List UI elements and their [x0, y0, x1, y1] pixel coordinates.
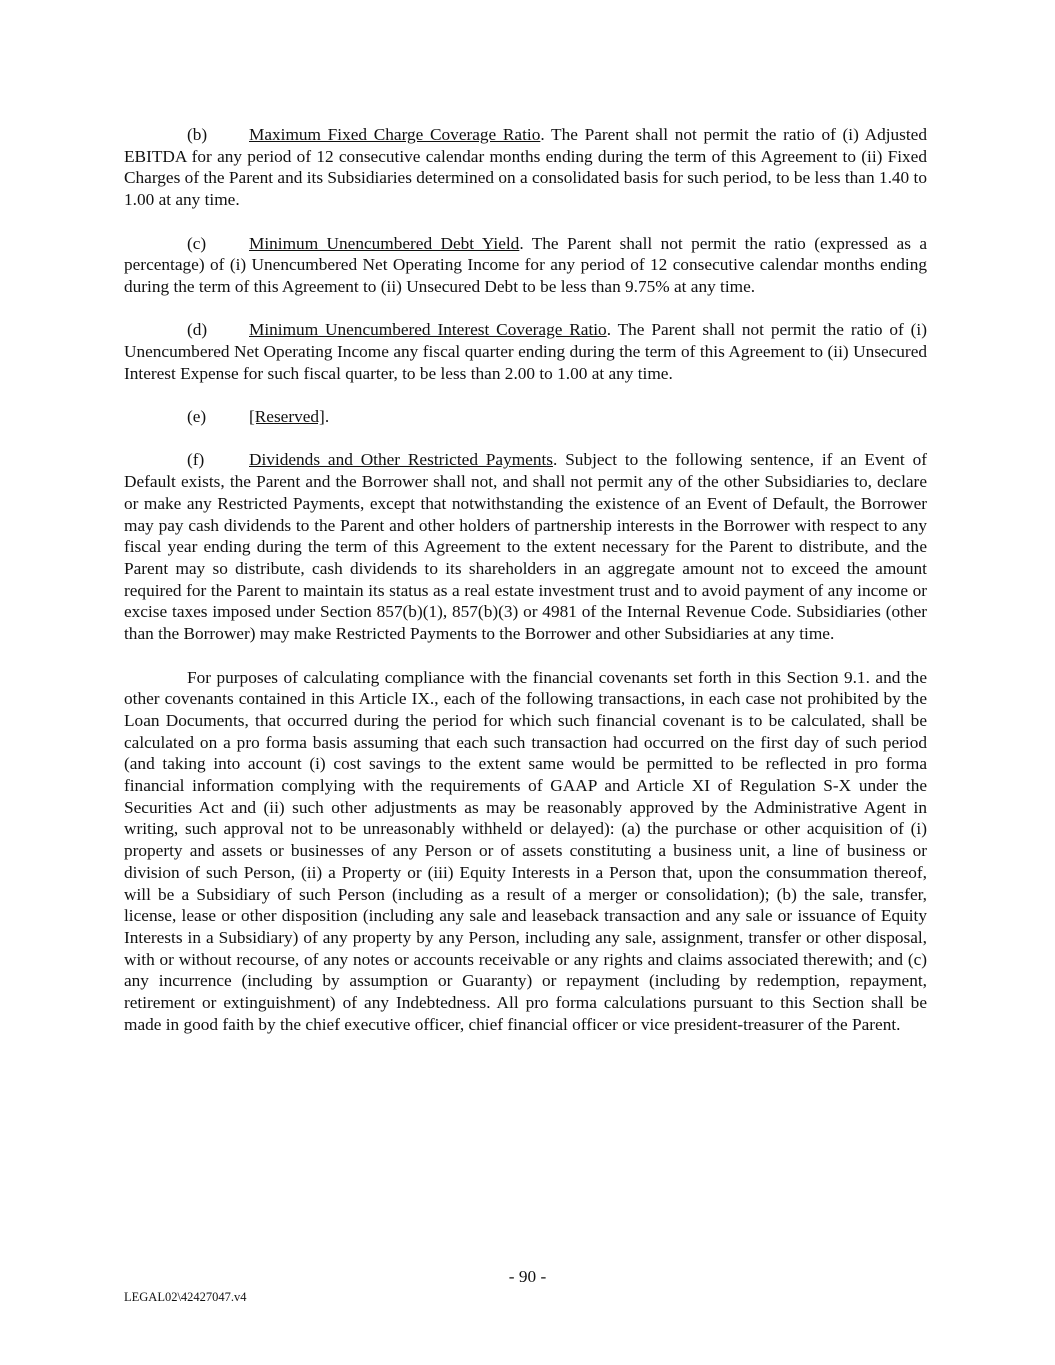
section-label: (b): [187, 125, 208, 144]
section-heading: Dividends and Other Restricted Payments: [249, 450, 554, 470]
section-heading: Maximum Fixed Charge Coverage Ratio: [249, 125, 541, 144]
closing-paragraph: For purposes of calculating compliance with the financial covenants set forth in this Section 9.1. and the other covenants contained in this Article IX., each of the following transactions, in each case not prohibited by the Loan Documents, that occurred during the period for which such financial covenant is to be calculated, shall be calculated on a pro forma basis assuming that each such transaction had occurred on the first day of such period (and taking into account (i) cost savings to the extent same would be permitted to be reflected in pro forma financial information complying with the requirements of GAAP and Article XI of Regulation S-X under the Securities Act and (ii) such other adjustments as may be reasonably approved by the Administrative Agent in writing, such approval not to be unreasonably withheld or delayed): (a) the purchase or other acquisition of (i) property and assets or businesses of any Person or of assets constituting a business unit, a line of business or division of such Person, (ii) a Property or (iii) Equity Interests in a Person that, upon the consummation thereof, will be a Subsidiary of such Person (including as a result of a merger or consolidation); (b) the sale, transfer, license, lease or other disposition (including any sale and leaseback transaction and any sale or issuance of Equity Interests in a Subsidiary) of any property by any Person, including any sale, assignment, transfer or other disposal, with or without recourse, of any notes or accounts receivable or any rights and claims associated therewith; and (c) any incurrence (including by assumption or Guaranty) or repayment (including by redemption, repayment, retirement or extinguishment) of any Indebtedness. All pro forma calculations pursuant to this Section shall be made in good faith by the chief executive officer, chief financial officer or vice president-treasurer of the Parent.: [124, 667, 927, 1034]
section-label: (e): [187, 407, 207, 427]
section-text: . Subject to the following sentence, if an Event of Default exists, the Parent and the Borrower shall not, and shall not permit any of the other Subsidiaries to, declare or make any Restricted Payments, except that notwithstanding the existence of an Event of Default, the Borrower may pay cash dividends to the Parent and other holders of partnership interests in the Borrower with respect to any fiscal year ending during the term of this Agreement to the extent necessary for the Parent to distribute, and the Parent may so distribute, cash dividends to its shareholders in an aggregate amount not to exceed the amount required for the Parent to maintain its status as a real estate investment trust and to avoid payment of any income or excise taxes imposed under Section 857(b)(1), 857(b)(3) or 4981 of the Internal Revenue Code. Subsidiaries (other than the Borrower) may make Restricted Payments to the Borrower and other Subsidiaries at any time.: [124, 450, 927, 644]
section-label: (d): [187, 320, 208, 340]
section-label: (c): [187, 233, 207, 253]
section-text: . The Parent shall not permit the ratio of (i) Unencumbered Net Operating Income any fiscal quarter ending during the term of this Agreement to (ii) Unsecured Interest Expense for such fiscal quarter, to be less than 2.00 to 1.00 at any time.: [124, 320, 927, 383]
section-text: . The Parent shall not permit the ratio (expressed as a percentage) of (i) Unencumbered Net Operating Income for any period of 12 consecutive calendar months ending during the term of this Agreement to (ii) Unsecured Debt to be less than 9.75% at any time.: [124, 233, 927, 296]
section-d-paragraph: [124, 319, 927, 384]
section-text: . The Parent shall not permit the ratio of (i) Adjusted EBITDA for any period of 12 consecutive calendar months ending during the term of this Agreement to (ii) Fixed Charges of the Parent and its Subsidiaries determined on a consolidated basis for such period, to be less than 1.40 to 1.00 at any time.: [124, 125, 927, 210]
section-f-paragraph: [124, 449, 927, 644]
page-body: [124, 124, 927, 1057]
document-id: LEGAL02\42427047.v4: [124, 1290, 247, 1304]
page-number: - 90 -: [508, 1267, 547, 1286]
section-c-paragraph: [124, 233, 927, 298]
section-label: (f): [187, 450, 205, 470]
section-heading: Minimum Unencumbered Interest Coverage Ratio: [249, 320, 607, 340]
section-text: .: [324, 407, 330, 427]
section-b-paragraph: [124, 124, 927, 211]
section-e-paragraph: [124, 406, 927, 428]
section-heading: [Reserved]: [249, 407, 325, 427]
section-heading: Minimum Unencumbered Debt Yield: [249, 233, 520, 253]
